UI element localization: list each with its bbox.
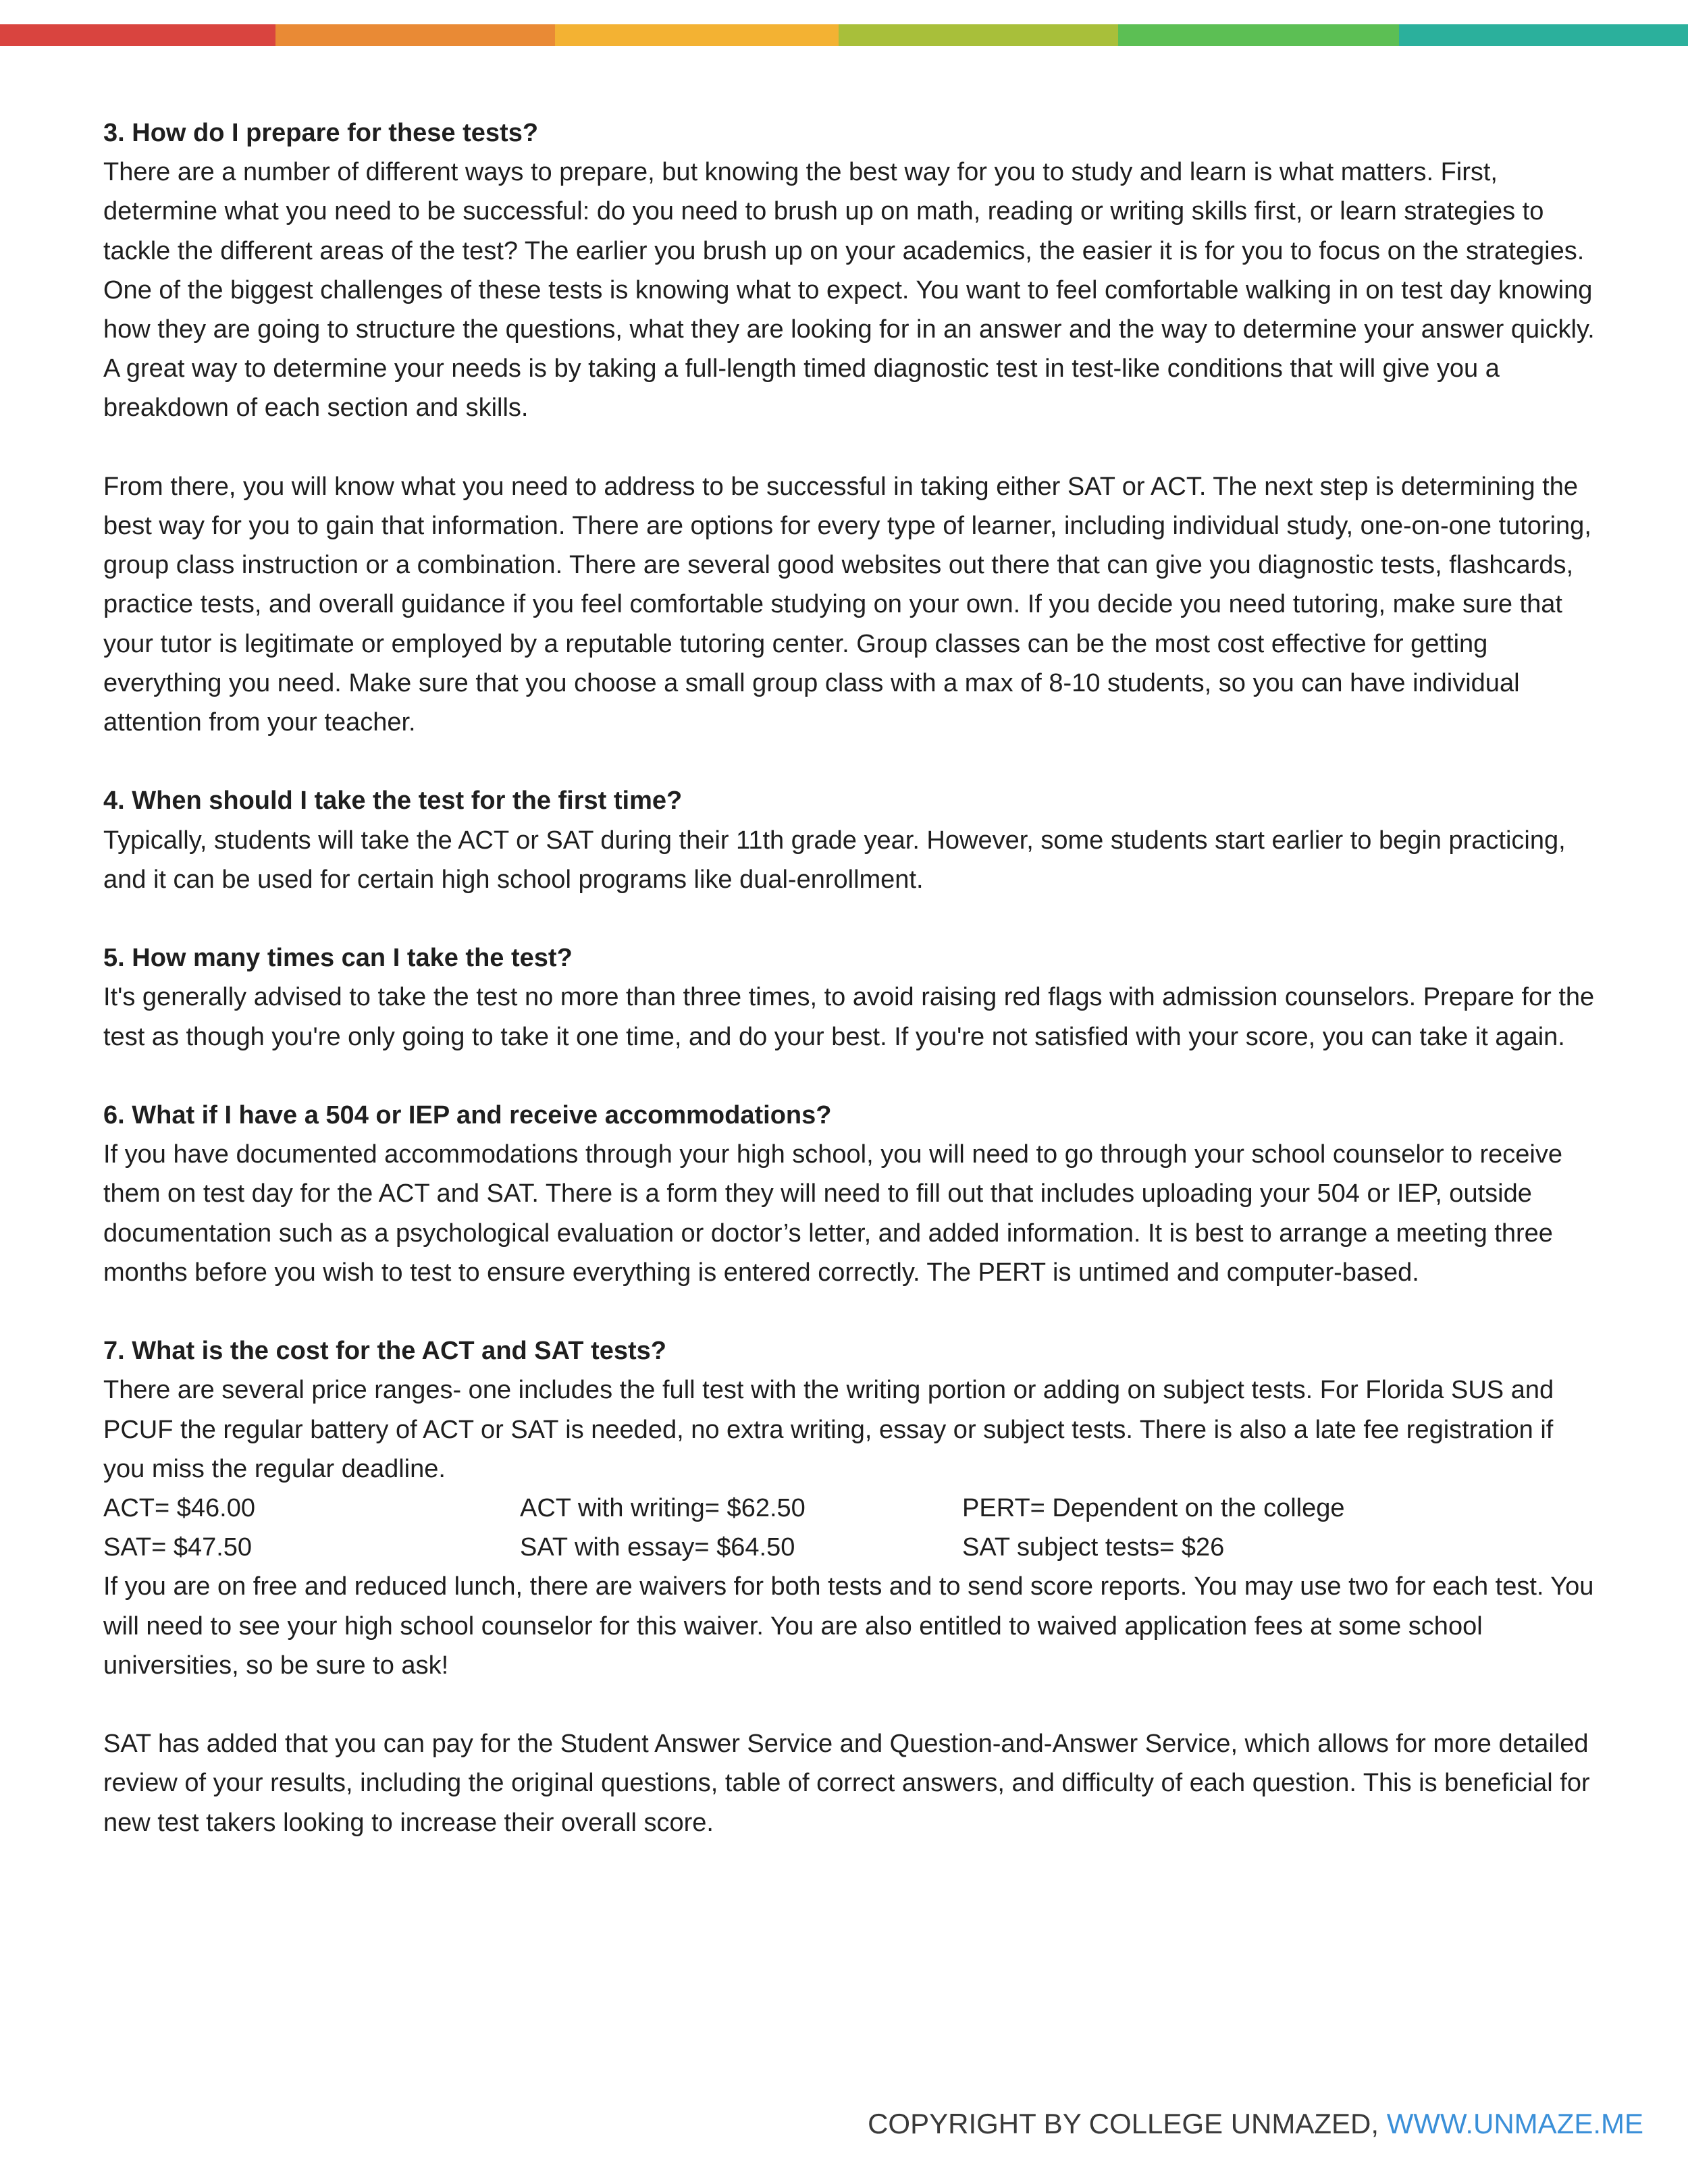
price-pert: PERT= Dependent on the college xyxy=(962,1494,1345,1523)
price-row-1 xyxy=(103,1489,1595,1528)
website-link[interactable]: WWW.UNMAZE.ME xyxy=(1386,2108,1643,2139)
header-color-bar xyxy=(0,24,1688,46)
color-bar-segment-orange xyxy=(275,24,555,46)
price-sat-essay: SAT with essay= $64.50 xyxy=(520,1533,795,1562)
price-row-2 xyxy=(103,1528,1595,1567)
color-bar-segment-red xyxy=(0,24,275,46)
document-body xyxy=(103,113,1595,1842)
question-5-heading: 5. How many times can I take the test? xyxy=(103,944,573,973)
copyright-footer xyxy=(868,2104,1643,2144)
paragraph-gap xyxy=(103,899,1595,938)
color-bar-segment-lime xyxy=(839,24,1118,46)
question-7-heading: 7. What is the cost for the ACT and SAT tests? xyxy=(103,1337,666,1366)
question-6-paragraph-1: If you have documented accommodations through your high school, you will need to go through your school counselor to receive them on test day for the ACT and SAT. There is a form they will need to fill out that includes uploading your 504 or IEP, outside documentation such as a psychological evaluation or doctor’s letter, and added information. It is best to arrange a meeting three months before you wish to test to ensure everything is entered correctly. The PERT is untimed and computer-based. xyxy=(103,1140,1562,1287)
paragraph-gap xyxy=(103,1292,1595,1331)
question-3-paragraph-2: From there, you will know what you need to address to be successful in taking either SAT or ACT. The next step is determining the best way for you to gain that information. There are options for every type of learner, including individual study, one-on-one tutoring, group class instruction or a combination. There are several good websites out there that can give you diagnostic tests, flashcards, practice tests, and overall guidance if you feel comfortable studying on your own. If you decide you need tutoring, make sure that your tutor is legitimate or employed by a reputable tutoring center. Group classes can be the most cost effective for getting everything you need. Make sure that you choose a small group class with a max of 8-10 students, so you can have individual attention from your teacher. xyxy=(103,472,1591,737)
question-6-heading: 6. What if I have a 504 or IEP and receive accommodations? xyxy=(103,1101,832,1130)
color-bar-segment-green xyxy=(1118,24,1399,46)
paragraph-gap xyxy=(103,1685,1595,1724)
question-7-paragraph-2: If you are on free and reduced lunch, there are waivers for both tests and to send score reports. You may use two for each test. You will need to see your high school counselor for this waiver. You are also entitled to waived application fees at some school universities, so be sure to ask! xyxy=(103,1572,1594,1680)
price-act: ACT= $46.00 xyxy=(103,1494,255,1523)
color-bar-segment-yellow xyxy=(555,24,839,46)
question-7-paragraph-3: SAT has added that you can pay for the Student Answer Service and Question-and-Answer Service, which allows for more detailed review of your results, including the original questions, table of correct answers, and difficulty of each question. This is beneficial for new test takers looking to increase their overall score. xyxy=(103,1730,1590,1837)
color-bar-segment-teal xyxy=(1399,24,1688,46)
question-3-heading: 3. How do I prepare for these tests? xyxy=(103,119,539,147)
paragraph-gap xyxy=(103,742,1595,781)
copyright-text: COPYRIGHT BY COLLEGE UNMAZED, xyxy=(868,2108,1387,2139)
price-sat: SAT= $47.50 xyxy=(103,1533,253,1562)
question-5-paragraph-1: It's generally advised to take the test no more than three times, to avoid raising red flags with admission counselors. Prepare for the test as though you're only going to take it one time, and do your best. If you're not satisfied with your score, you can take it again. xyxy=(103,983,1595,1051)
price-sat-subject: SAT subject tests= $26 xyxy=(962,1533,1225,1562)
question-4-paragraph-1: Typically, students will take the ACT or SAT during their 11th grade year. However, some students start earlier to begin practicing, and it can be used for certain high school programs like dual-enrollment. xyxy=(103,826,1566,894)
paragraph-gap xyxy=(103,428,1595,467)
price-act-writing: ACT with writing= $62.50 xyxy=(520,1494,806,1523)
question-4-heading: 4. When should I take the test for the first time? xyxy=(103,787,683,816)
paragraph-gap xyxy=(103,1057,1595,1096)
question-7-paragraph-1: There are several price ranges- one includes the full test with the writing portion or adding on subject tests. For Florida SUS and PCUF the regular battery of ACT or SAT is needed, no extra writing, essay or subject tests. There is also a late fee registration if you miss the regular deadline. xyxy=(103,1376,1554,1483)
question-3-paragraph-1: There are a number of different ways to prepare, but knowing the best way for you to study and learn is what matters. First, determine what you need to be successful: do you need to brush up on math, reading or writing skills first, or learn strategies to tackle the different areas of the test? The earlier you brush up on your academics, the easier it is for you to focus on the strategies. One of the biggest challenges of these tests is knowing what to expect. You want to feel comfortable walking in on test day knowing how they are going to structure the questions, what they are looking for in an answer and the way to determine your answer quickly. A great way to determine your needs is by taking a full-length timed diagnostic test in test-like conditions that will give you a breakdown of each section and skills. xyxy=(103,158,1595,423)
